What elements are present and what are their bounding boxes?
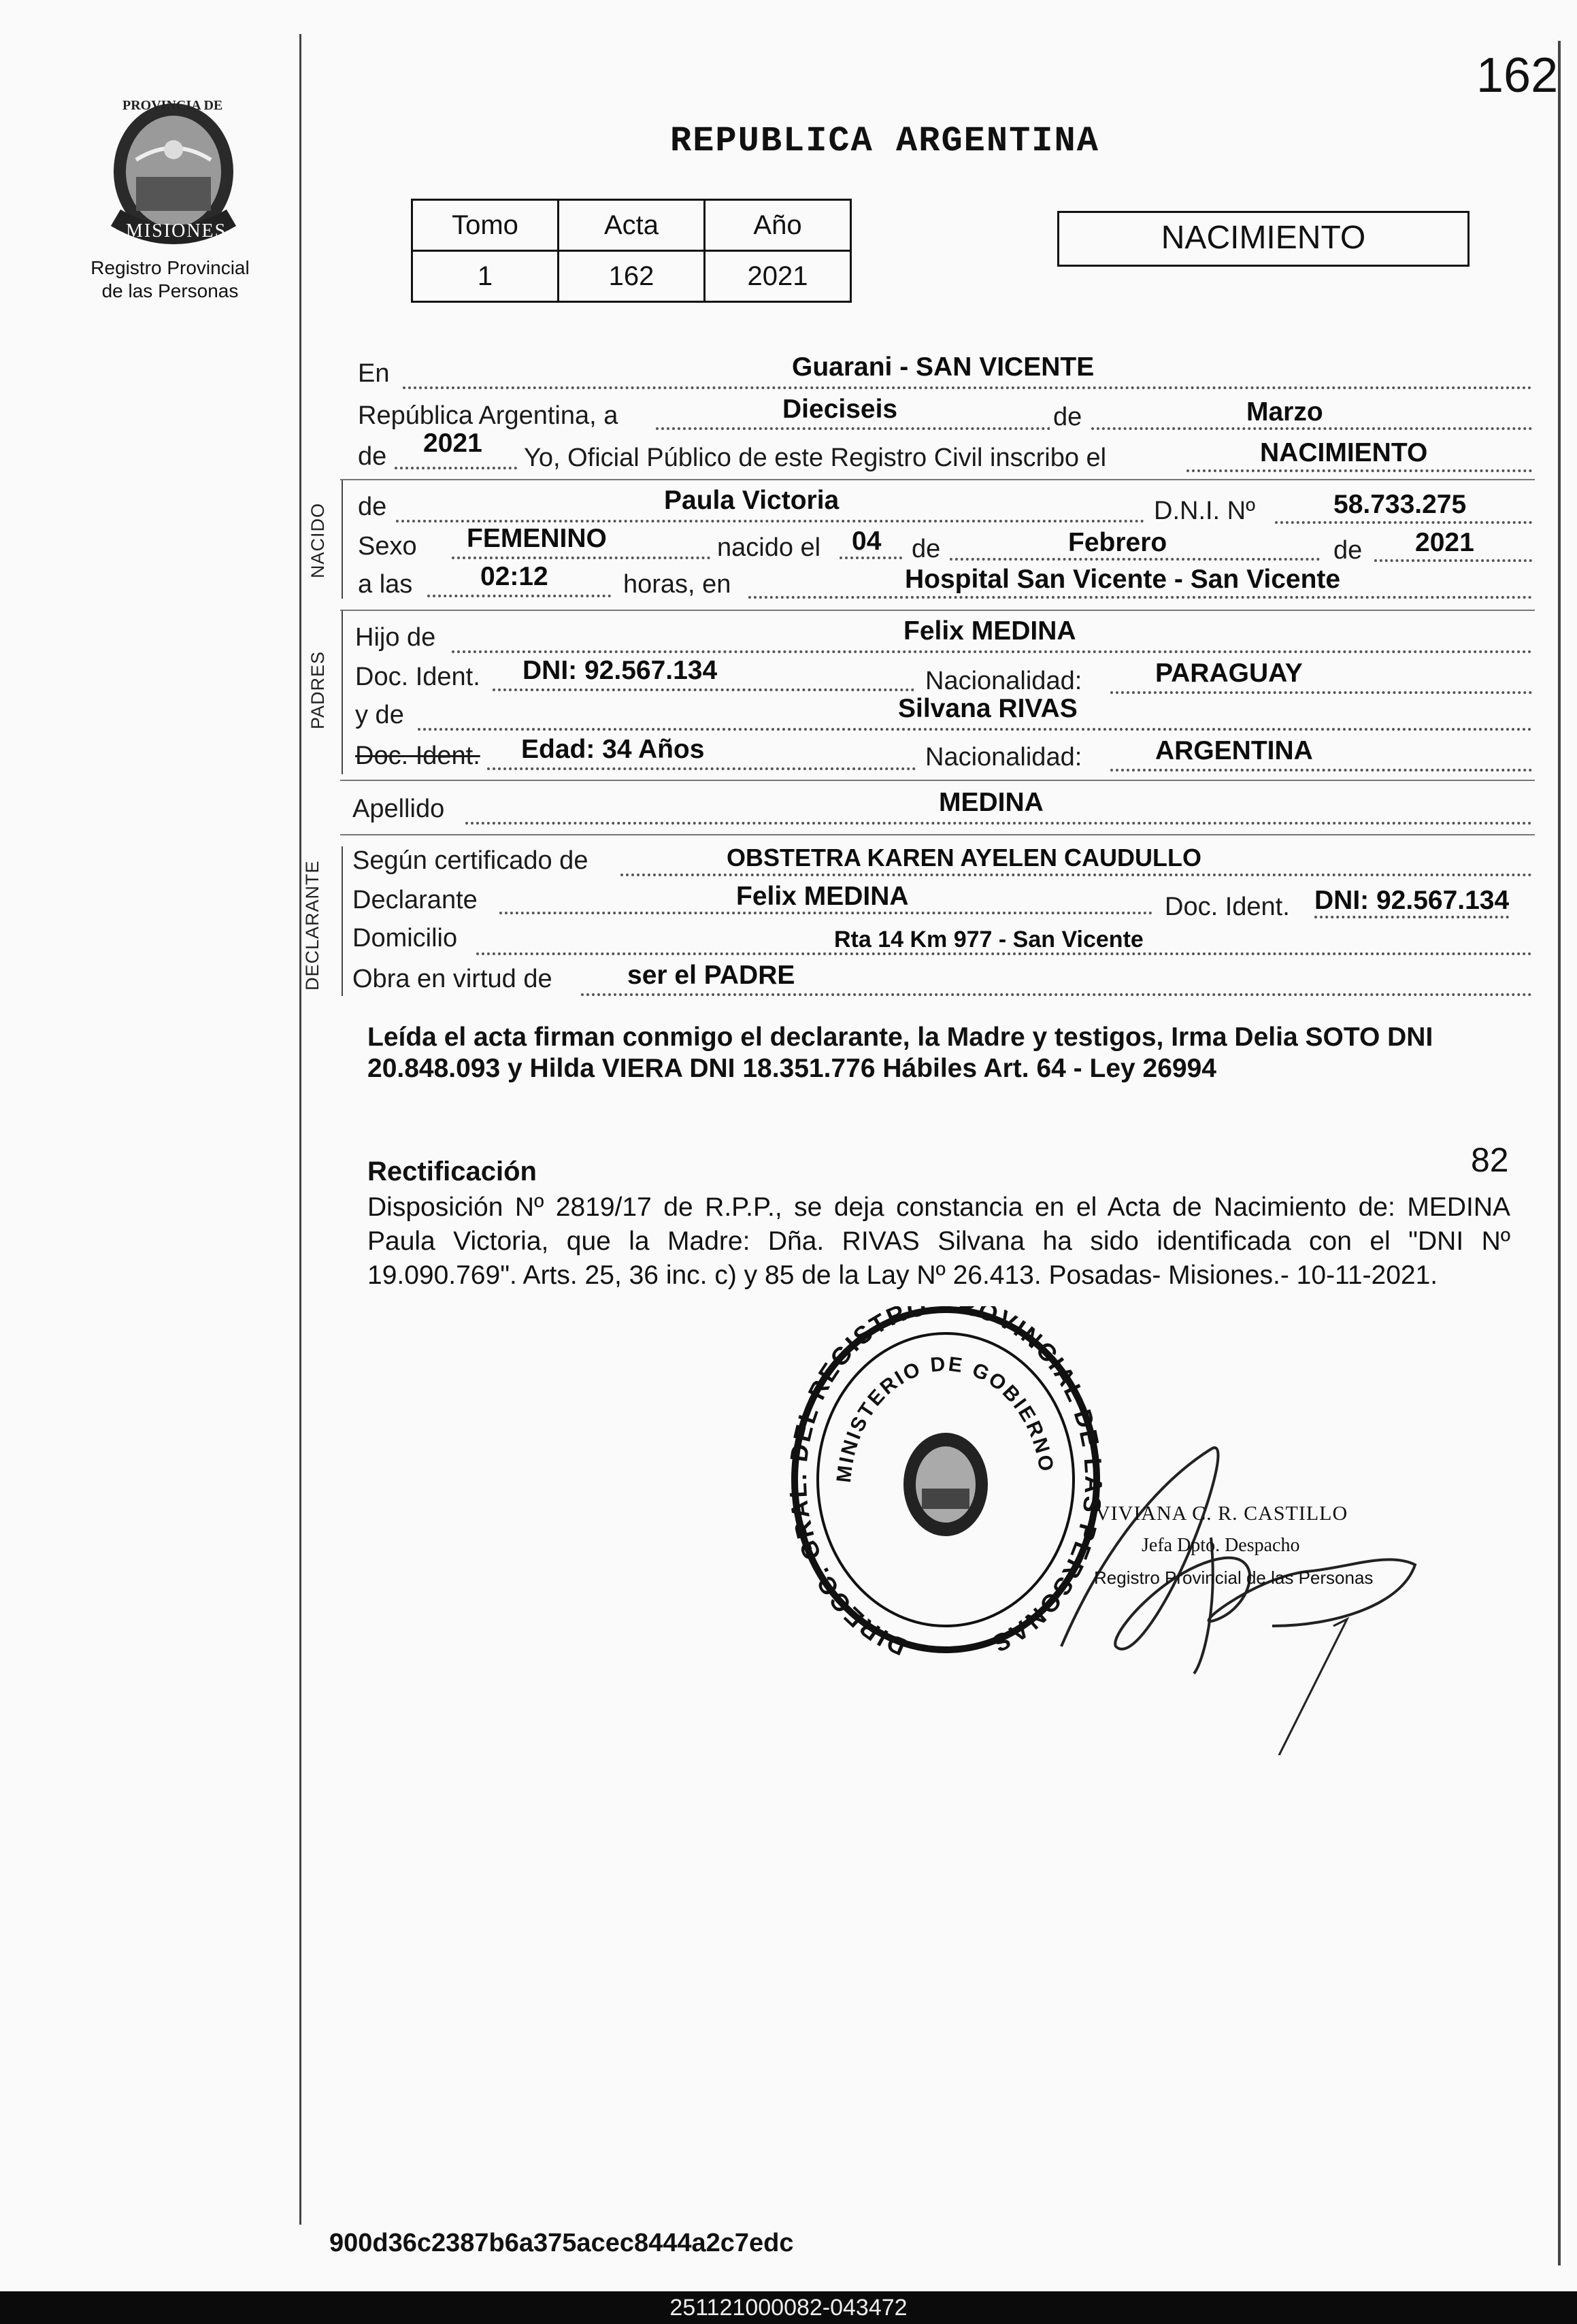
mother-nationality-value: ARGENTINA: [1155, 736, 1313, 765]
domicilio-value: Rta 14 Km 977 - San Vicente: [834, 927, 1144, 952]
birth-day-value: 04: [852, 527, 882, 556]
time-line: [427, 595, 611, 597]
province-logo: [95, 95, 252, 252]
birth-de-label-1: de: [912, 535, 941, 563]
dni-label: D.N.I. Nº: [1154, 497, 1255, 525]
sexo-line: [452, 557, 710, 559]
rectificacion-text: Disposición Nº 2819/17 de R.P.P., se deja constancia en el Acta de Nacimiento de: MEDINA Paula Victoria, que la Madre: Dña. RIVAS Silvana ha sido identificada con el "DNI Nº 19.090.769". Arts. 25, 36 inc. c) y 85 de la Lay Nº 26.413. Posadas- Misiones.- 10-11-2021.: [367, 1193, 1510, 1290]
signature-stamp-line3: Registro Provincial de las Personas: [1094, 1567, 1374, 1588]
mother-doc-value: Edad: 34 Años: [521, 735, 705, 764]
birth-month-line: [950, 558, 1320, 561]
birth-time-value: 02:12: [480, 562, 548, 591]
birth-year-line: [1374, 559, 1532, 562]
country-title: REPUBLICA ARGENTINA: [670, 121, 1099, 161]
birth-place-value: Hospital San Vicente - San Vicente: [905, 565, 1341, 594]
declarante-bracket: [342, 846, 343, 996]
day-value: Dieciseis: [782, 395, 898, 424]
rectificacion-number: 82: [1471, 1141, 1509, 1179]
child-name-value: Paula Victoria: [664, 486, 840, 515]
mother-doc-label: Doc. Ident.: [355, 742, 480, 770]
registry-name-line2: de las Personas: [101, 280, 239, 301]
left-margin-line: [299, 34, 301, 2225]
apellido-label: Apellido: [352, 795, 445, 823]
ref-header-ano: Año: [705, 200, 851, 251]
month-line: [1091, 427, 1532, 430]
cert-label: Según certificado de: [352, 846, 588, 875]
day-line: [656, 427, 1050, 430]
hijo-de-label: Hijo de: [355, 623, 436, 652]
de-label-1: de: [1053, 403, 1082, 431]
child-dni-value: 58.733.275: [1333, 490, 1467, 519]
dni-line: [1275, 521, 1532, 524]
place-line: [403, 386, 1532, 389]
declarante-name-value: Felix MEDINA: [736, 882, 909, 911]
nacido-bracket: [342, 480, 343, 599]
divider-4: [340, 834, 1535, 835]
seal-ring-text: DIRECC. GR EL REGISTRO ROVINCIAL DE PERSONAS: [789, 1306, 1102, 1660]
padres-bracket: [342, 611, 343, 774]
father-doc-label: Doc. Ident.: [355, 663, 480, 691]
nacido-el-label: nacido el: [717, 533, 821, 562]
ref-value-acta: 162: [559, 251, 705, 302]
child-name-line: [396, 520, 1144, 522]
sexo-value: FEMENINO: [467, 524, 607, 553]
declarante-label: Declarante: [352, 886, 478, 914]
month-value: Marzo: [1246, 397, 1323, 427]
ref-header-acta: Acta: [559, 200, 705, 251]
signature-stamp-line1: VIVIANA C. R. CASTILLO: [1095, 1502, 1348, 1525]
signature-stamp-line2: Jefa Dpto. Despacho: [1142, 1535, 1300, 1556]
divider-1: [340, 479, 1535, 480]
y-de-label: y de: [355, 701, 404, 729]
right-border: [1558, 41, 1561, 2265]
footer-code: 251121000082-043472: [669, 2295, 908, 2321]
obra-line: [581, 993, 1532, 996]
page-number: 162: [1476, 48, 1559, 103]
mother-nac-line: [1110, 769, 1532, 771]
footer-code-bar: [0, 2291, 1577, 2324]
declarante-line: [499, 912, 1152, 914]
father-nac-line: [1110, 691, 1532, 694]
logo-text-top: PROVINCIA DE: [122, 98, 223, 113]
apellido-line: [465, 822, 1532, 825]
cert-line: [620, 874, 1532, 876]
closing-statement: Leída el acta firman conmigo el declarante, la Madre y testigos, Irma Delia SOTO DNI 20.848.093 y Hilda VIERA DNI 18.351.776 Hábiles Art. 64 - Ley 26994: [367, 1023, 1433, 1083]
birth-place-line: [748, 596, 1532, 599]
year-line: [395, 467, 517, 469]
document-hash: 900d36c2387b6a375acec8444a2c7edc: [329, 2229, 794, 2257]
father-nac-label: Nacionalidad:: [925, 667, 1082, 695]
father-doc-value: DNI: 92.567.134: [522, 656, 718, 685]
ref-header-tomo: Tomo: [412, 200, 559, 251]
rectificacion-title: Rectificación: [367, 1157, 537, 1186]
record-line: [1186, 469, 1532, 472]
declarante-doc-value: DNI: 92.567.134: [1314, 886, 1509, 918]
de-label-2: de: [358, 442, 387, 471]
document-type-box: NACIMIENTO: [1057, 211, 1470, 267]
reference-table: [411, 199, 852, 303]
birth-day-line: [840, 557, 902, 559]
record-type-value: NACIMIENTO: [1260, 438, 1428, 467]
father-name-line: [452, 650, 1532, 653]
birth-year-value: 2021: [1415, 528, 1474, 557]
registry-name-line1: Registro Provincial: [90, 257, 250, 278]
declarante-section-label: DECLARANTE: [302, 860, 322, 991]
alas-label: a las: [358, 570, 413, 599]
seal-inner-text: MINISTERIO DE GOBIERNO: [832, 1352, 1058, 1484]
padres-section-label: PADRES: [308, 650, 328, 729]
cert-value: OBSTETRA KAREN AYELEN CAUDULLO: [727, 844, 1202, 872]
mother-nac-label: Nacionalidad:: [925, 743, 1082, 771]
mother-name-line: [418, 728, 1532, 731]
obra-value: ser el PADRE: [627, 961, 795, 990]
obra-label: Obra en virtud de: [352, 965, 552, 993]
nacido-section-label: NACIDO: [308, 502, 328, 578]
year-value: 2021: [423, 429, 482, 458]
apellido-value: MEDINA: [939, 788, 1044, 817]
birth-de-label-2: de: [1333, 536, 1363, 565]
mother-doc-line: [487, 767, 916, 770]
father-nationality-value: PARAGUAY: [1155, 659, 1303, 688]
logo-text-bottom: MISIONES: [126, 220, 227, 242]
oficial-text: Yo, Oficial Público de este Registro Civil inscribo el: [524, 444, 1107, 472]
horas-label: horas, en: [623, 570, 731, 599]
birth-month-value: Febrero: [1068, 528, 1167, 557]
sexo-label: Sexo: [358, 532, 417, 561]
ref-value-ano: 2021: [705, 251, 851, 302]
nacido-de-label: de: [358, 493, 387, 521]
divider-3: [340, 780, 1535, 781]
declarante-doc-label: Doc. Ident.: [1165, 893, 1290, 921]
father-doc-line: [493, 688, 914, 691]
ref-value-tomo: 1: [412, 251, 559, 302]
en-label: En: [358, 359, 390, 388]
mother-name-value: Silvana RIVAS: [898, 694, 1078, 723]
place-value: Guarani - SAN VICENTE: [792, 352, 1095, 382]
domicilio-label: Domicilio: [352, 924, 458, 952]
divider-2: [340, 610, 1535, 611]
republica-label: República Argentina, a: [358, 401, 618, 430]
father-name-value: Felix MEDINA: [903, 616, 1076, 646]
